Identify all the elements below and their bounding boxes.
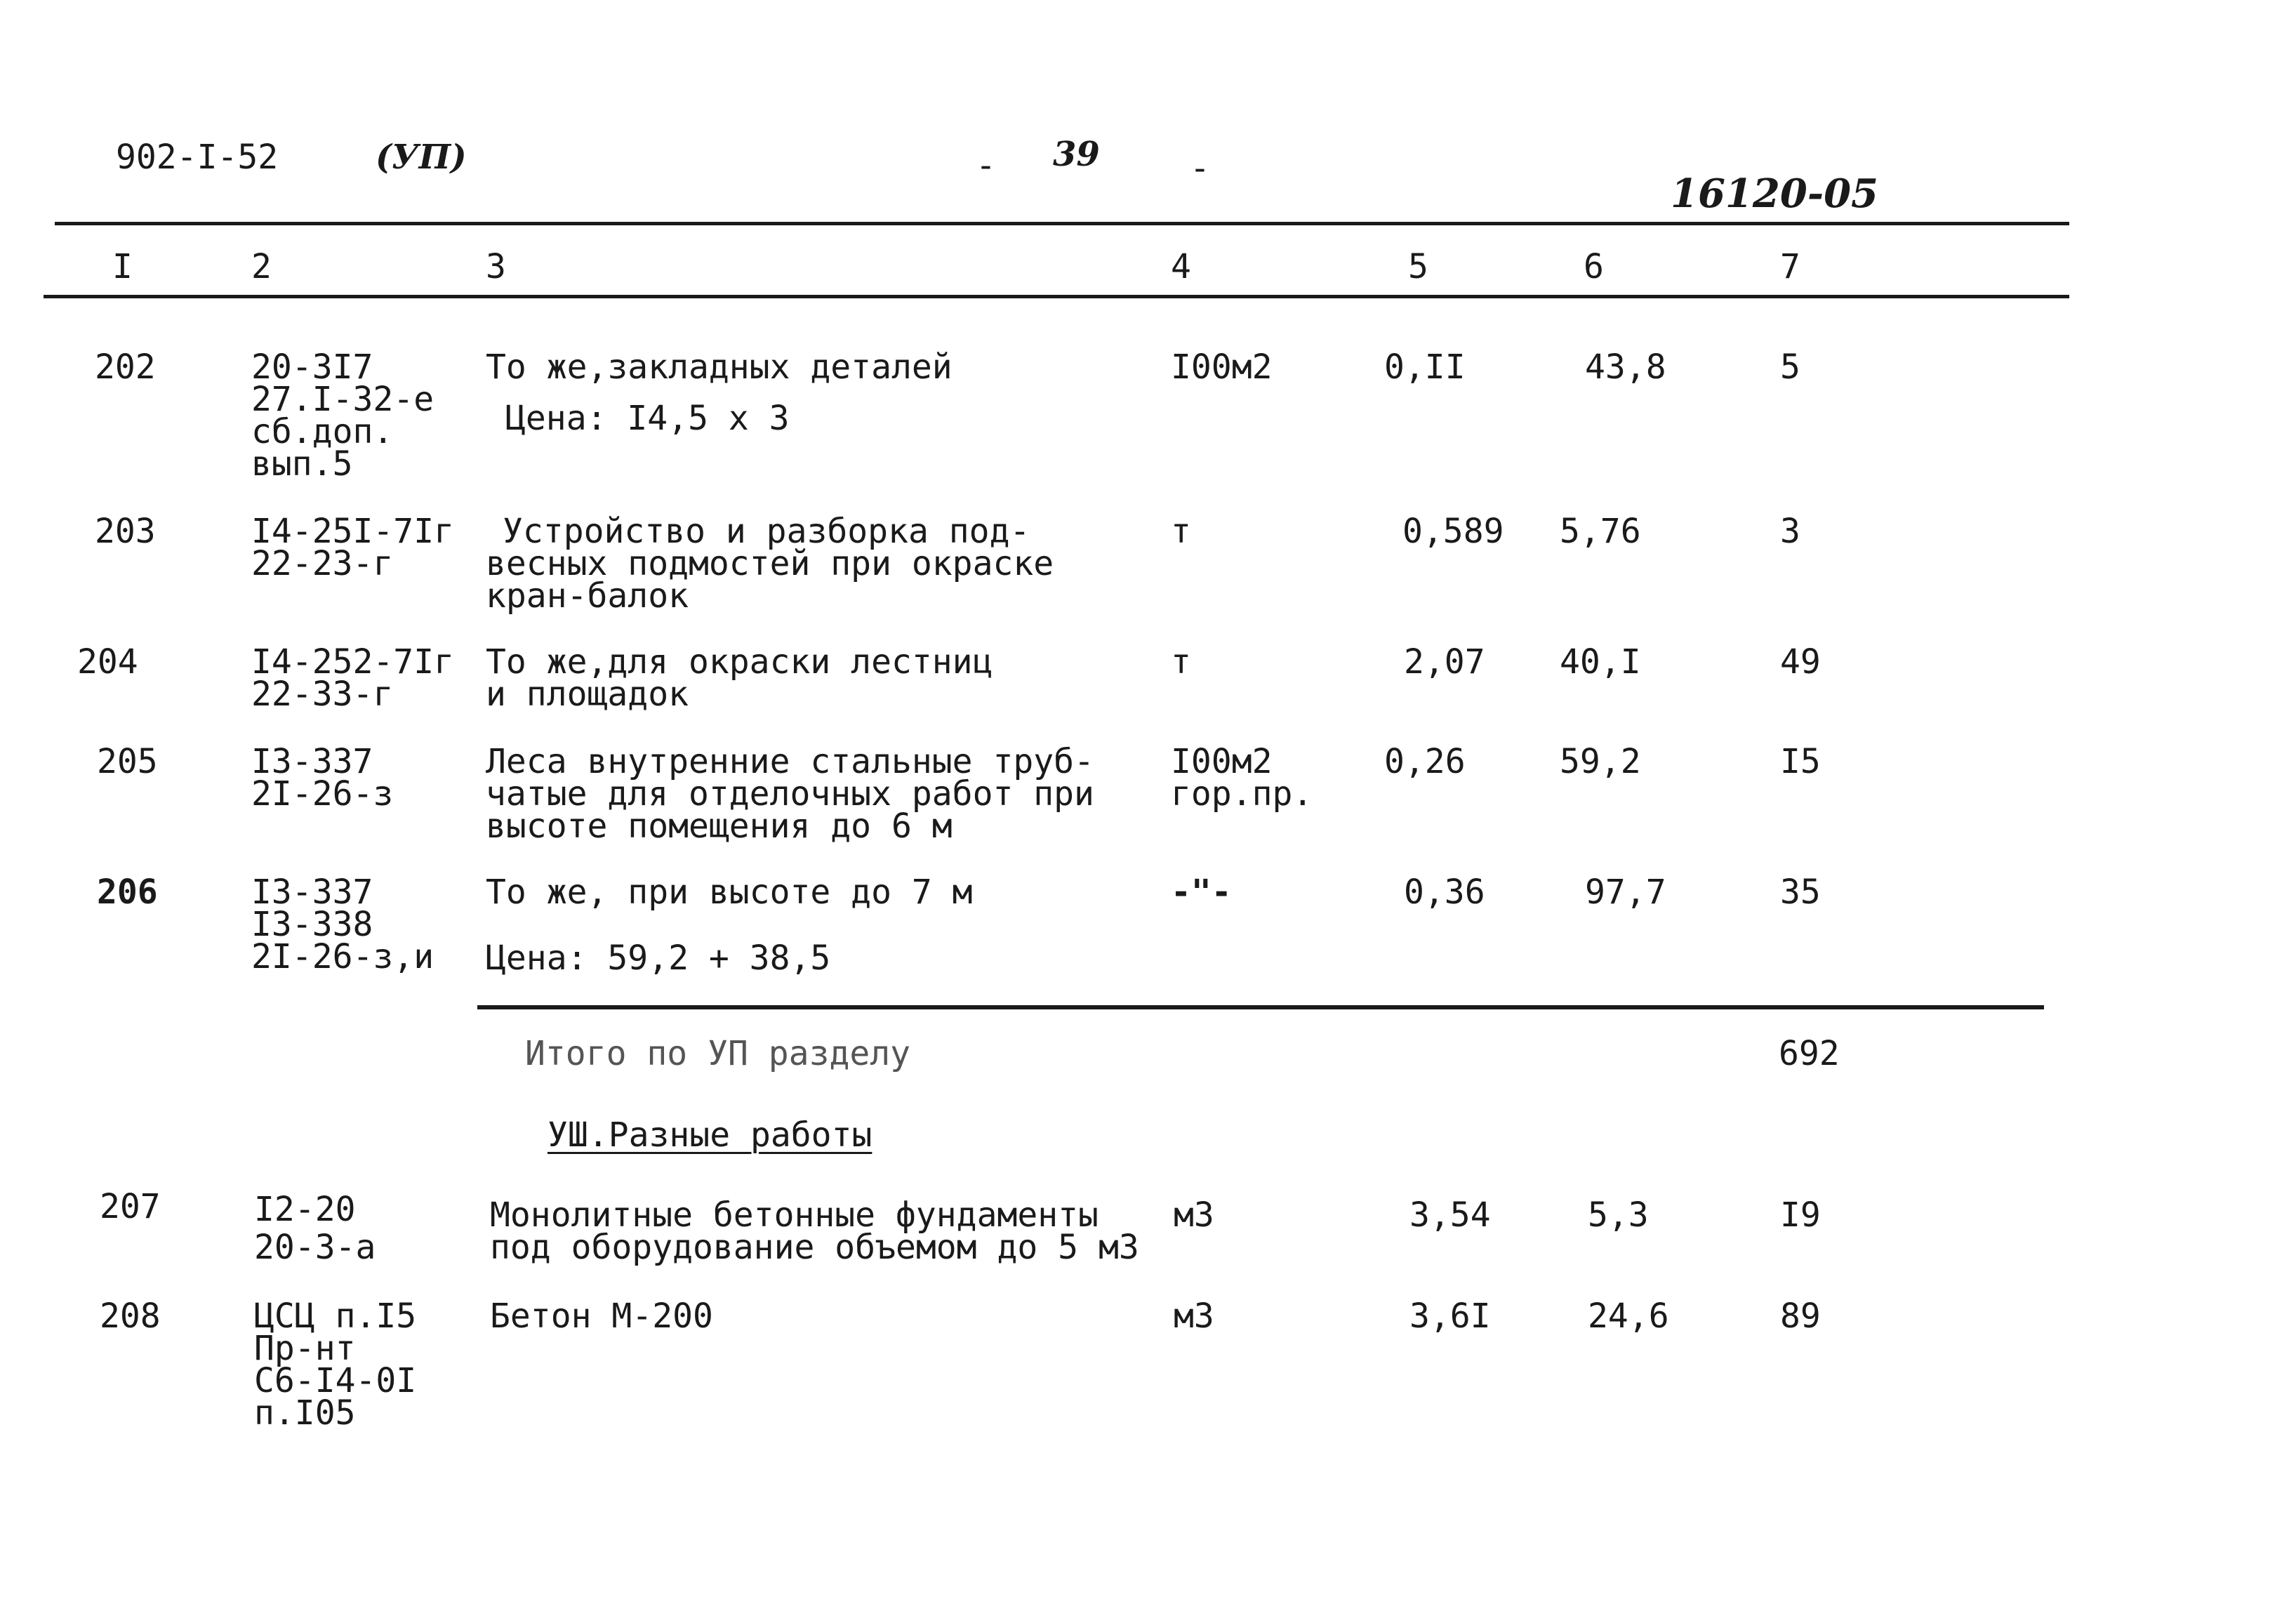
subtotal-label: Итого по УП разделу	[525, 1034, 911, 1073]
row-unit-price: 59,2	[1560, 742, 1641, 781]
code-line: I3-338	[251, 905, 373, 944]
row-number: 204	[77, 642, 138, 682]
description-line: Устройство и разборка под-	[503, 512, 1030, 551]
row-total: I5	[1780, 742, 1821, 781]
row-codes	[251, 512, 454, 583]
subtotal-rule	[477, 1005, 2044, 1009]
row-number: 208	[100, 1297, 161, 1336]
row-number: 203	[95, 512, 156, 551]
page-number: 39	[1053, 135, 1100, 174]
row-quantity: 0,26	[1384, 742, 1466, 781]
row-codes	[251, 742, 394, 814]
row-quantity: 0,589	[1402, 512, 1504, 551]
code-line: п.I05	[254, 1393, 356, 1433]
code-line: I4-25I-7Iг	[251, 512, 454, 551]
row-price-note: Цена: 59,2 + 38,5	[486, 939, 831, 978]
row-number: 202	[95, 347, 156, 387]
code-line: I3-337	[251, 742, 373, 781]
row-unit	[1171, 742, 1313, 814]
description-line: То же,закладных деталей	[486, 347, 953, 387]
code-line: Пр-нт	[254, 1329, 356, 1368]
code-line: 22-23-г	[251, 544, 394, 583]
page-dash-right: -	[1190, 149, 1210, 188]
row-total: 49	[1780, 642, 1821, 682]
description-line: Монолитные бетонные фундаменты	[490, 1195, 1099, 1235]
row-quantity: 2,07	[1404, 642, 1485, 682]
row-number: 205	[97, 742, 158, 781]
row-number: 207	[100, 1187, 161, 1226]
unit-line: м3	[1174, 1195, 1214, 1235]
description-line: весных подмостей при окраске	[486, 544, 1054, 583]
unit-line: I00м2	[1171, 742, 1273, 781]
archive-number: 16120-05	[1671, 171, 1878, 217]
row-total: I9	[1780, 1195, 1821, 1235]
row-codes	[251, 873, 434, 976]
unit-line: I00м2	[1171, 347, 1273, 387]
column-header-rule	[44, 295, 2069, 298]
unit-line: гор.пр.	[1171, 774, 1313, 814]
document-mark: (УП)	[376, 138, 467, 177]
row-unit	[1171, 512, 1191, 551]
page-dash-left: -	[976, 146, 996, 185]
row-codes	[254, 1297, 417, 1433]
unit-line: -"-	[1171, 873, 1232, 912]
row-unit-price: 24,6	[1588, 1297, 1669, 1336]
column-header-7: 7	[1780, 247, 1800, 286]
row-description	[486, 742, 1094, 846]
description-line: То же, при высоте до 7 м	[486, 873, 973, 912]
unit-line: т	[1171, 642, 1191, 682]
row-unit	[1171, 642, 1191, 682]
row-description	[486, 873, 973, 912]
row-unit	[1174, 1297, 1214, 1336]
code-line: I2-20	[254, 1190, 356, 1229]
description-line: То же,для окраски лестниц	[486, 642, 993, 682]
column-header-1: I	[112, 247, 133, 286]
code-line: 27.I-32-е	[251, 380, 434, 419]
row-codes	[251, 347, 434, 484]
row-quantity: 0,36	[1404, 873, 1485, 912]
row-price-note: Цена: I4,5 х 3	[505, 399, 790, 438]
code-line: С6-I4-0I	[254, 1361, 417, 1400]
subtotal-value: 692	[1779, 1034, 1840, 1073]
code-line: 2I-26-з	[251, 774, 394, 814]
section-title: УШ.Разные работы	[548, 1115, 872, 1155]
code-line: 20-3-а	[254, 1228, 376, 1267]
code-line: вып.5	[251, 444, 353, 484]
row-unit	[1174, 1195, 1214, 1235]
row-description	[490, 1195, 1139, 1267]
row-total: 35	[1780, 873, 1821, 912]
description-line: Леса внутренние стальные труб-	[486, 742, 1094, 781]
row-description	[486, 642, 993, 714]
row-codes	[251, 642, 454, 714]
row-quantity: 0,II	[1384, 347, 1466, 387]
row-description	[490, 1297, 713, 1336]
code-line: I4-252-7Iг	[251, 642, 454, 682]
column-header-3: 3	[486, 247, 506, 286]
description-line: чатые для отделочных работ при	[486, 774, 1094, 814]
document-code: 902-I-52	[116, 138, 279, 177]
description-line: кран-балок	[486, 576, 689, 616]
description-line: высоте помещения до 6 м	[486, 807, 953, 846]
row-unit-price: 40,I	[1560, 642, 1641, 682]
code-line: I3-337	[251, 873, 373, 912]
code-line: ЦСЦ п.I5	[254, 1297, 417, 1336]
code-line: 22-33-г	[251, 675, 394, 714]
column-header-5: 5	[1408, 247, 1428, 286]
row-unit	[1171, 347, 1273, 387]
description-line: Бетон М-200	[490, 1297, 713, 1336]
row-number: 206	[97, 873, 158, 912]
code-line: 2I-26-з,и	[251, 937, 434, 976]
column-header-6: 6	[1584, 247, 1604, 286]
column-header-4: 4	[1171, 247, 1191, 286]
row-total: 3	[1780, 512, 1800, 551]
column-header-2: 2	[251, 247, 272, 286]
row-total: 5	[1780, 347, 1800, 387]
row-unit-price: 97,7	[1585, 873, 1666, 912]
unit-line: т	[1171, 512, 1191, 551]
description-line: и площадок	[486, 675, 689, 714]
row-total: 89	[1780, 1297, 1821, 1336]
code-line: сб.доп.	[251, 412, 394, 451]
row-unit-price: 5,3	[1588, 1195, 1649, 1235]
row-description	[486, 512, 1054, 616]
row-quantity: 3,54	[1409, 1195, 1491, 1235]
code-line: 20-3I7	[251, 347, 373, 387]
row-codes	[254, 1191, 376, 1266]
description-line: под оборудование объемом до 5 м3	[490, 1228, 1139, 1267]
row-description	[486, 347, 953, 387]
row-unit	[1171, 873, 1232, 912]
top-rule	[55, 222, 2069, 225]
row-unit-price: 43,8	[1585, 347, 1666, 387]
unit-line: м3	[1174, 1297, 1214, 1336]
row-quantity: 3,6I	[1409, 1297, 1491, 1336]
row-unit-price: 5,76	[1560, 512, 1641, 551]
